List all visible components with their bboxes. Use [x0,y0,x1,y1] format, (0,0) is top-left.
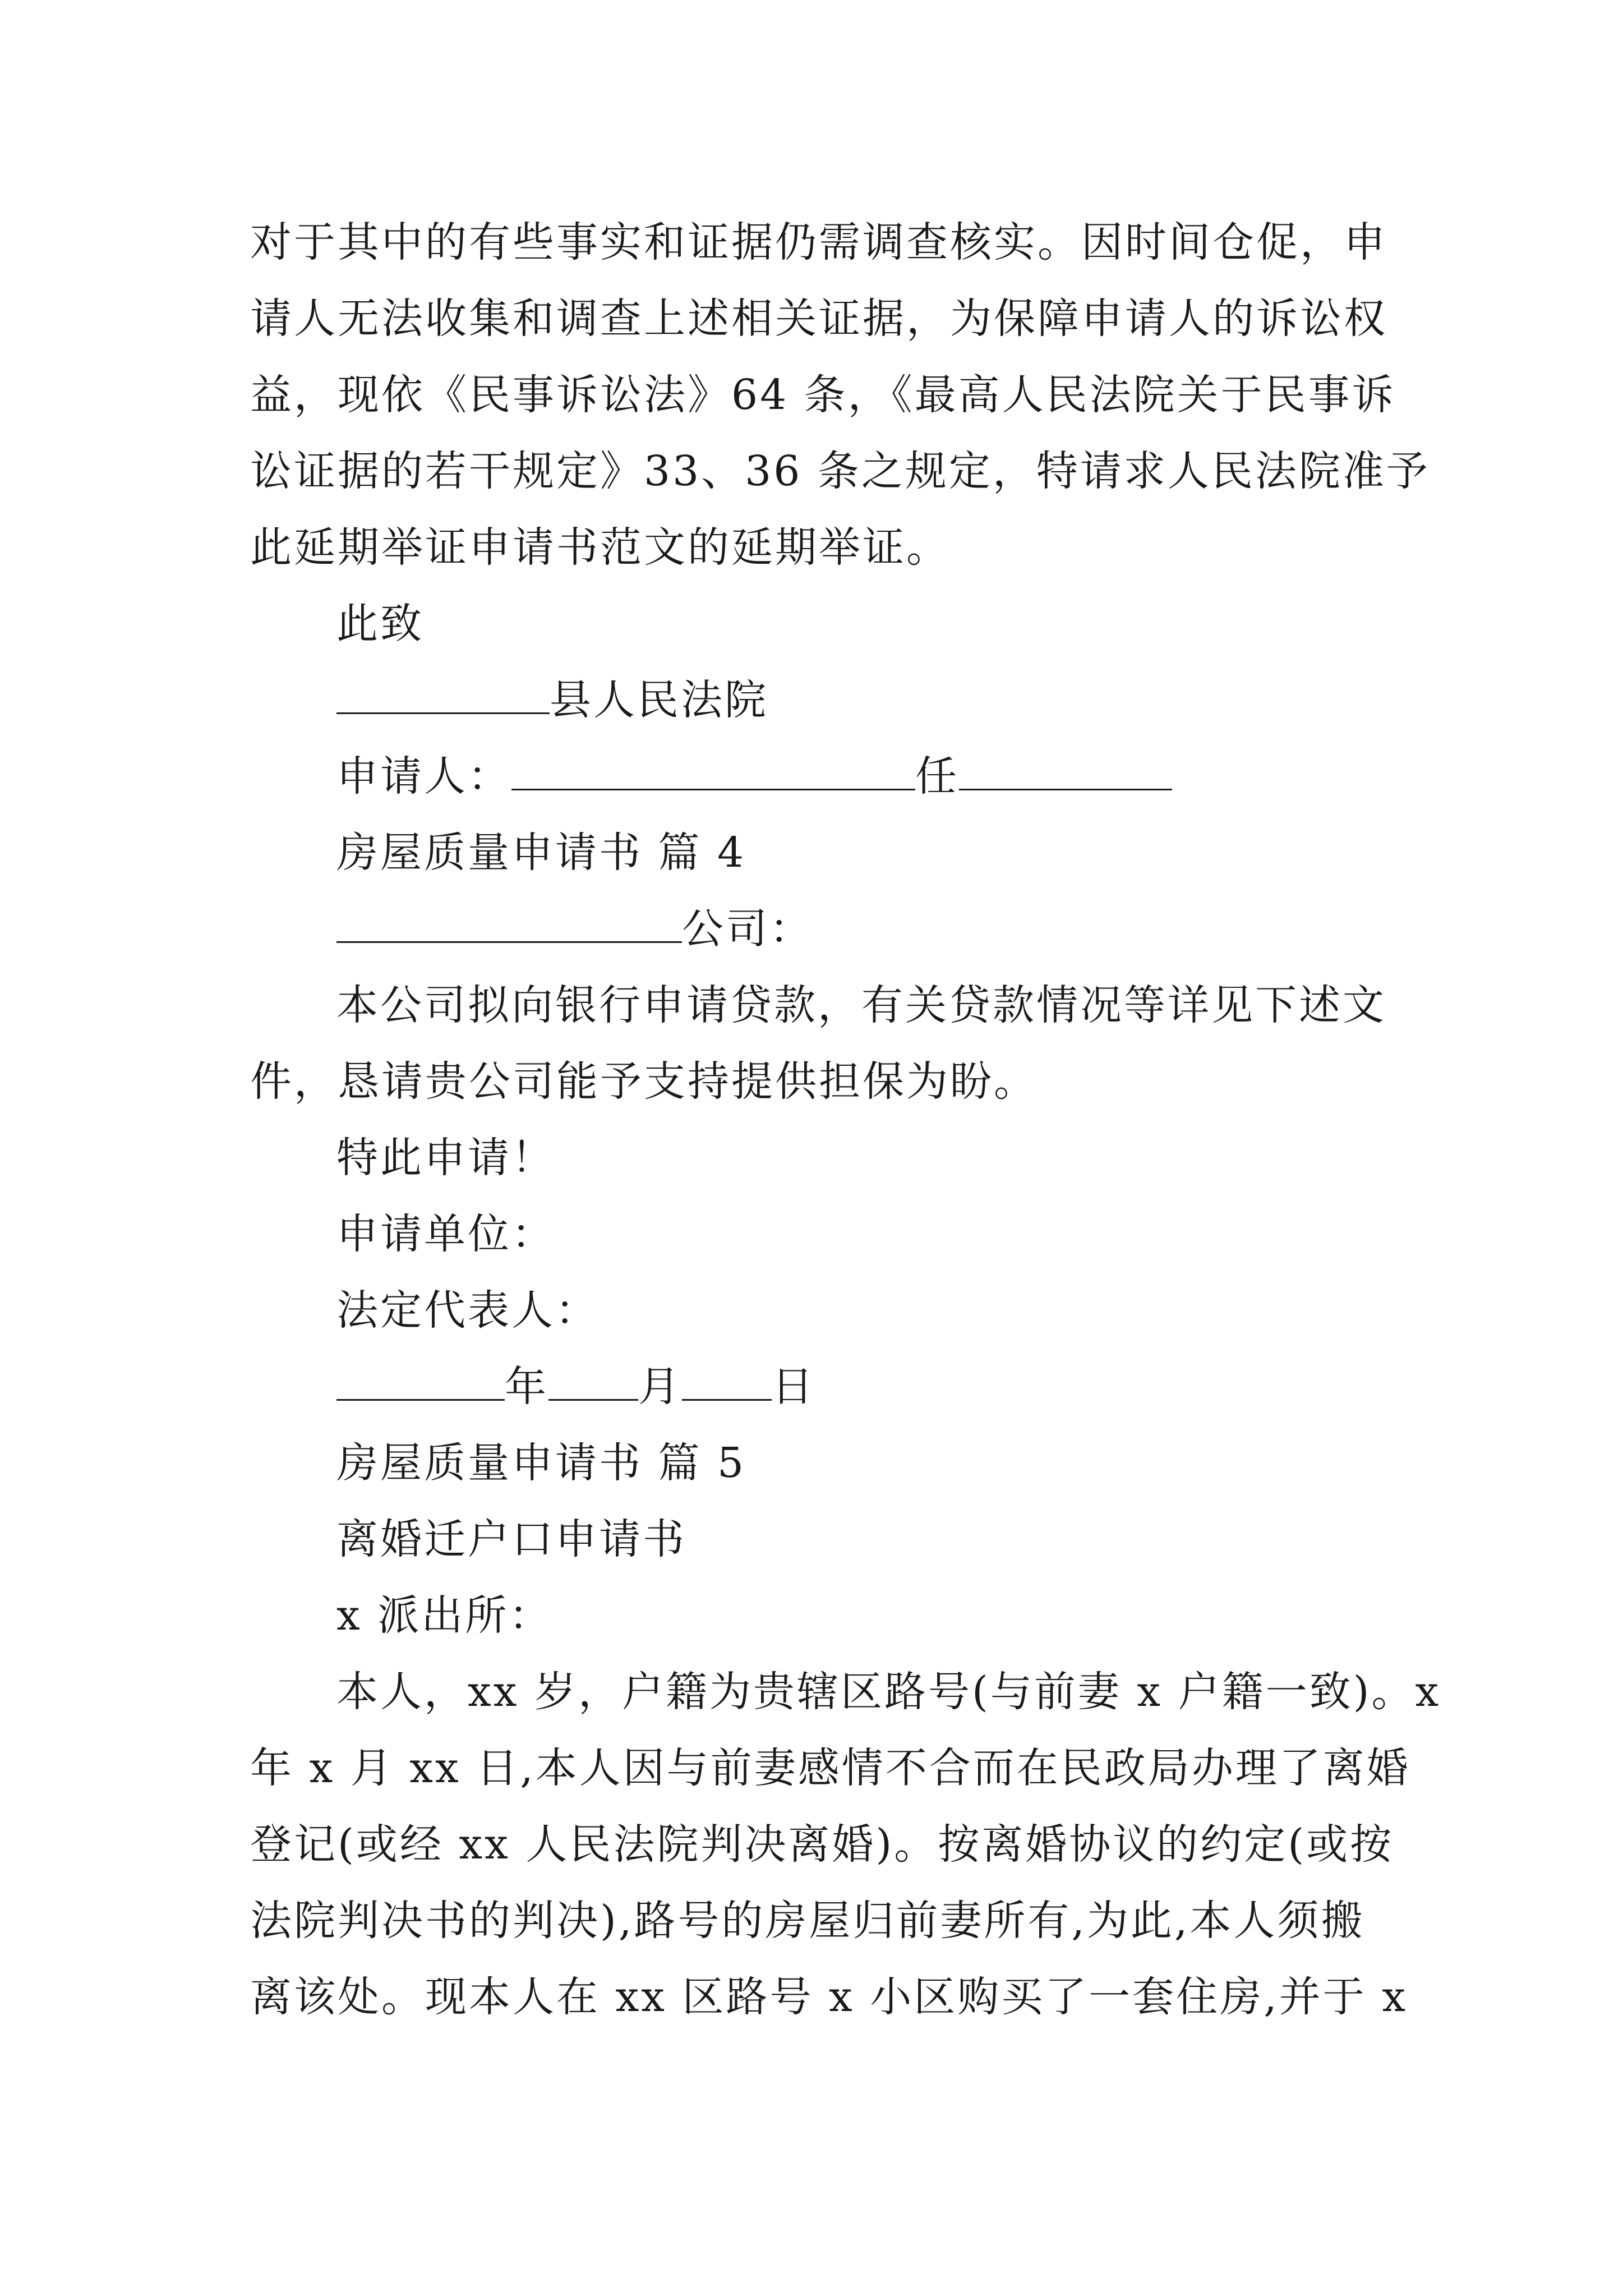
paragraph-line: 讼证据的若干规定》33、36 条之规定，特请求人民法院准予 [250,447,1430,495]
blank-court [336,672,550,714]
paragraph-line: 此延期举证申请书范文的延期举证。 [250,523,950,572]
section-heading-4: 房屋质量申请书 篇 4 [336,829,746,877]
section-heading-5: 房屋质量申请书 篇 5 [336,1439,746,1487]
blank-month [548,1359,638,1401]
court-line [336,672,768,728]
company-line [336,901,813,957]
paragraph-line: 件，恳请贵公司能予支持提供担保为盼。 [250,1057,1038,1106]
paragraph-line: 益，现依《民事诉讼法》64 条，《最高人民法院关于民事诉 [250,371,1396,419]
unit-label: 申请单位： [336,1210,555,1258]
date-day: 日 [772,1363,815,1411]
salutation: 此致 [336,600,424,648]
date-year: 年 [505,1363,548,1411]
paragraph-line: 对于其中的有些事实和证据仍需调查核实。因时间仓促，申 [250,218,1387,266]
applicant-label: 申请人： [336,752,511,800]
court-suffix: 县人民法院 [550,676,768,724]
blank-applicant [511,748,915,790]
paragraph-line: 离该处。现本人在 xx 区路号 x 小区购买了一套住房,并于 x [250,1973,1408,2021]
document-title: 离婚迁户口申请书 [336,1515,686,1563]
addressee: x 派出所： [336,1591,553,1640]
blank-company [336,901,682,943]
date-line [336,1359,815,1415]
paragraph-line: 法院判决书的判决),路号的房屋归前妻所有,为此,本人须搬 [250,1897,1365,1945]
rep-label: 法定代表人： [336,1286,599,1335]
blank-day [682,1359,772,1401]
company-suffix: 公司： [682,905,813,953]
paragraph-line: 请人无法收集和调查上述相关证据，为保障申请人的诉讼权 [250,295,1387,343]
paragraph-line: 登记(或经 xx 人民法院判决离婚)。按离婚协议的约定(或按 [250,1820,1394,1869]
paragraph-line: 年 x 月 xx 日,本人因与前妻感情不合而在民政局办理了离婚 [250,1744,1410,1792]
applicant-mid: 任 [915,752,959,800]
blank-applicant-2 [959,748,1172,790]
paragraph-line: 本人，xx 岁，户籍为贵辖区路号(与前妻 x 户籍一致)。x [336,1668,1441,1716]
blank-year [336,1359,505,1401]
date-month: 月 [638,1363,682,1411]
special-request: 特此申请！ [336,1134,555,1182]
applicant-line [336,748,1172,804]
paragraph-line: 本公司拟向银行申请贷款，有关贷款情况等详见下述文 [336,981,1386,1029]
